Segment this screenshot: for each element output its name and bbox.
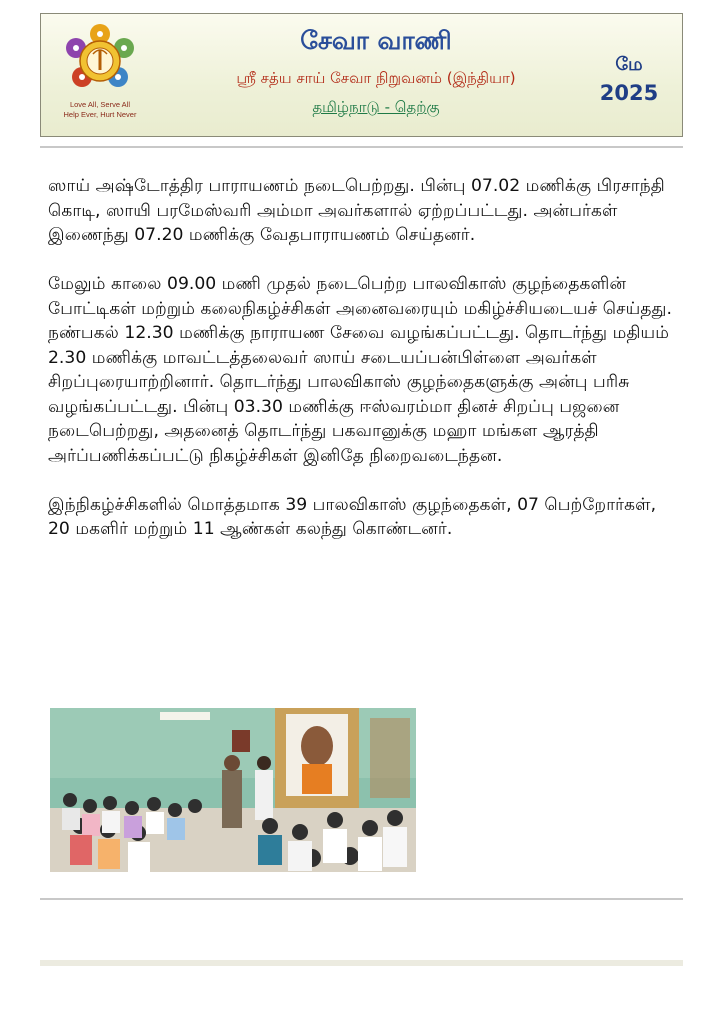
footer-band xyxy=(40,960,683,966)
event-photo-illustration xyxy=(50,708,416,872)
organization-name: ஸ்ரீ சத்ய சாய் சேவா நிறுவனம் (இந்தியா) xyxy=(236,69,516,87)
newsletter-title: சேவா வாணி xyxy=(300,26,452,55)
sathya-sai-emblem-icon xyxy=(63,24,137,98)
paragraph: ஸாய் அஷ்டோத்திர பாராயணம் நடைபெற்றது. பின்பு 07.02 மணிக்கு பிரசாந்தி கொடி, ஸாயி பரமேஸ்வரி அம்மா அவர்களால் ஏற்றப்பட்டது. அன்பர்கள் இணைந்து 07.20 மணிக்கு வேதபாராயணம் செய்தனர். xyxy=(48,176,665,245)
bottom-divider xyxy=(40,898,683,900)
motto-line-1: Love All, Serve All xyxy=(69,100,131,109)
issue-month: மே xyxy=(615,54,643,75)
newsletter-header xyxy=(40,13,683,137)
logo-motto xyxy=(45,100,155,120)
paragraph: இந்நிகழ்ச்சிகளில் மொத்தமாக 39 பாலவிகாஸ் குழந்தைகள், 07 பெற்றோர்கள், 20 மகளிர் மற்றும் 11 ஆண்கள் கலந்து கொண்டனர். xyxy=(48,494,657,539)
event-photo xyxy=(50,708,416,872)
article-body xyxy=(48,174,678,566)
paragraph: மேலும் காலை 09.00 மணி முதல் நடைபெற்ற பாலவிகாஸ் குழந்தைகளின் போட்டிகள் மற்றும் கலைநிகழ்ச்சிகள் அனைவரையும் மகிழ்ச்சியடையச் செய்தது. நண்பகல் 12.30 மணிக்கு நாராயண சேவை வழங்கப்பட்டது. தொடர்ந்து மதியம் 2.30 மணிக்கு மாவட்டத்தலைவர் ஸாய் சடையப்பன்பிள்ளை அவர்கள் சிறப்புரையாற்றினார். தொடர்ந்து பாலவிகாஸ் குழந்தைகளுக்கு அன்பு பரிசு வழங்கப்பட்டது. பின்பு 03.30 மணிக்கு ஈஸ்வரம்மா தினச் சிறப்பு பஜனை நடைபெற்றது, அதனைத் தொடர்ந்து பகவானுக்கு மஹா மங்கள ஆரத்தி அர்ப்பணிக்கப்பட்டு நிகழ்ச்சிகள் இனிதே நிறைவடைந்தன. xyxy=(48,274,672,466)
motto-line-2: Help Ever, Hurt Never xyxy=(63,110,137,119)
issue-year: 2025 xyxy=(599,81,659,105)
region-name: தமிழ்நாடு - தெற்கு xyxy=(312,98,440,116)
top-divider xyxy=(40,146,683,148)
